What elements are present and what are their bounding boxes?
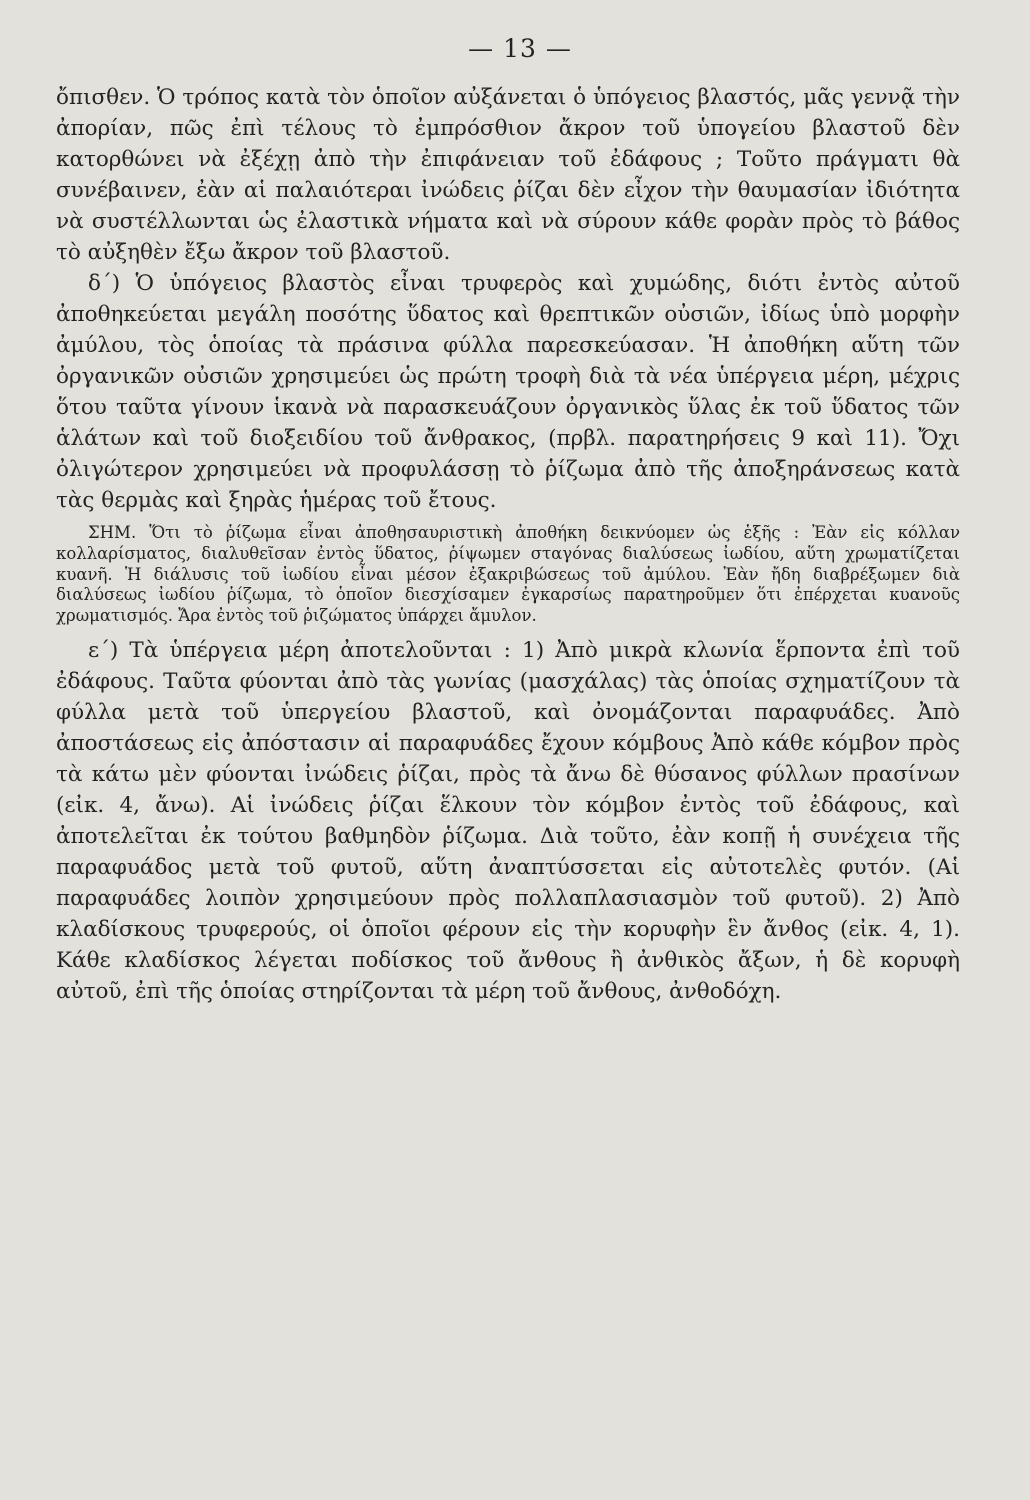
footnote-text: Ὅτι τὸ ῥίζωμα εἶναι ἀποθησαυριστικὴ ἀποθήκη δεικνύομεν ὡς ἑξῆς : Ἐὰν εἰς κόλλαν κολλαρίσματος, διαλυθεῖσαν ἐντὸς ὕδατος, ῥίψωμεν σταγόνας διαλύσεως ἰωδίου, αὕτη χρωματίζεται κυανῆ. Ἡ διάλυσις τοῦ ἰωδίου εἶναι μέσον ἐξακριβώσεως τοῦ ἀμύλου. Ἐὰν ἤδη διαβρέξωμεν διὰ διαλύσεως ἰωδίου ῥίζωμα, τὸ ὁποῖον διεσχίσαμεν ἐγκαρσίως παρατηροῦμεν ὅτι ἐπέρχεται κυανοῦς χρωματισμός. Ἄρα ἐντὸς τοῦ ῥιζώματος ὑπάρχει ἄμυλον. [56,523,960,626]
paragraph-rhizome-growth: ὄπισθεν. Ὁ τρόπος κατὰ τὸν ὁποῖον αὐξάνεται ὁ ὑπόγειος βλαστός, μᾶς γεννᾷ τὴν ἀπορίαν, πῶς ἐπὶ τέλους τὸ ἐμπρόσθιον ἄκρον τοῦ ὑπογείου βλαστοῦ δὲν κατορθώνει νὰ ἐξέχῃ ἀπὸ τὴν ἐπιφάνειαν τοῦ ἐδάφους ; Τοῦτο πράγματι θὰ συνέβαινεν, ἐὰν αἱ παλαιότεραι ἰνώδεις ῥίζαι δὲν εἶχον τὴν θαυμασίαν ἰδιότητα νὰ συστέλλωνται ὡς ἐλαστικὰ νήματα καὶ νὰ σύρουν κάθε φορὰν πρὸς τὸ βάθος τὸ αὐξηθὲν ἔξω ἄκρον τοῦ βλαστοῦ. [56,85,960,265]
paragraph-d-underground-stem: δ΄) Ὁ ὑπόγειος βλαστὸς εἶναι τρυφερὸς καὶ χυμώδης, διότι ἐντὸς αὐτοῦ ἀποθηκεύεται μεγάλη ποσότης ὕδατος καὶ θρεπτικῶν οὐσιῶν, ἰδίως ὑπὸ μορφὴν ἀμύλου, τὸς ὁποίας τὰ πράσινα φύλλα παρεσκεύασαν. Ἡ ἀποθήκη αὕτη τῶν ὀργανικῶν οὐσιῶν χρησιμεύει ὡς πρώτη τροφὴ διὰ τὰ νέα ὑπέργεια μέρη, μέχρις ὅτου ταῦτα γίνουν ἱκανὰ νὰ παρασκευάζουν ὀργανικὸς ὕλας ἐκ τοῦ ὕδατος τῶν ἁλάτων καὶ τοῦ διοξειδίου τοῦ ἄνθρακος, (πρβλ. παρατηρήσεις 9 καὶ 11). Ὄχι ὀλιγώτερον χρησιμεύει νὰ προφυλάσσῃ τὸ ῥίζωμα ἀπὸ τῆς ἀποξηράνσεως κατὰ τὰς θερμὰς καὶ ξηρὰς ἡμέρας τοῦ ἔτους. [56,271,960,513]
paragraph-e-aerial-parts: ε΄) Τὰ ὑπέργεια μέρη ἀποτελοῦνται : 1) Ἀπὸ μικρὰ κλωνία ἕρποντα ἐπὶ τοῦ ἐδάφους. Ταῦτα φύονται ἀπὸ τὰς γωνίας (μασχάλας) τὰς ὁποίας σχηματίζουν τὰ φύλλα μετὰ τοῦ ὑπεργείου βλαστοῦ, καὶ ὀνομάζονται παραφυάδες. Ἀπὸ ἀποστάσεως εἰς ἀπόστασιν αἱ παραφυάδες ἔχουν κόμβους Ἀπὸ κάθε κόμβον πρὸς τὰ κάτω μὲν φύονται ἰνώδεις ῥίζαι, πρὸς τὰ ἄνω δὲ θύσανος φύλλων πρασίνων (εἰκ. 4, ἄνω). Αἱ ἰνώδεις ῥίζαι ἕλκουν τὸν κόμβον ἐντὸς τοῦ ἐδάφους, καὶ ἀποτελεῖται ἐκ τούτου βαθμηδὸν ῥίζωμα. Διὰ τοῦτο, ἐὰν κοπῇ ἡ συνέχεια τῆς παραφυάδος μετὰ τοῦ φυτοῦ, αὕτη ἀναπτύσσεται εἰς αὐτοτελὲς φυτόν. (Αἱ παραφυάδες λοιπὸν χρησιμεύουν πρὸς πολλαπλασιασμὸν τοῦ φυτοῦ). 2) Ἀπὸ κλαδίσκους τρυφερούς, οἱ ὁποῖοι φέρουν εἰς τὴν κορυφὴν ἓν ἄνθος (εἰκ. 4, 1). Κάθε κλαδίσκος λέγεται ποδίσκος τοῦ ἄνθους ἢ ἀνθικὸς ἄξων, ἡ δὲ κορυφὴ αὐτοῦ, ἐπὶ τῆς ὁποίας στηρίζονται τὰ μέρη τοῦ ἄνθους, ἀνθοδόχη. [56,637,960,1004]
footnote [56,523,960,627]
page-number: — 13 — [468,34,572,63]
footnote-label: ΣΗΜ. [88,523,137,542]
